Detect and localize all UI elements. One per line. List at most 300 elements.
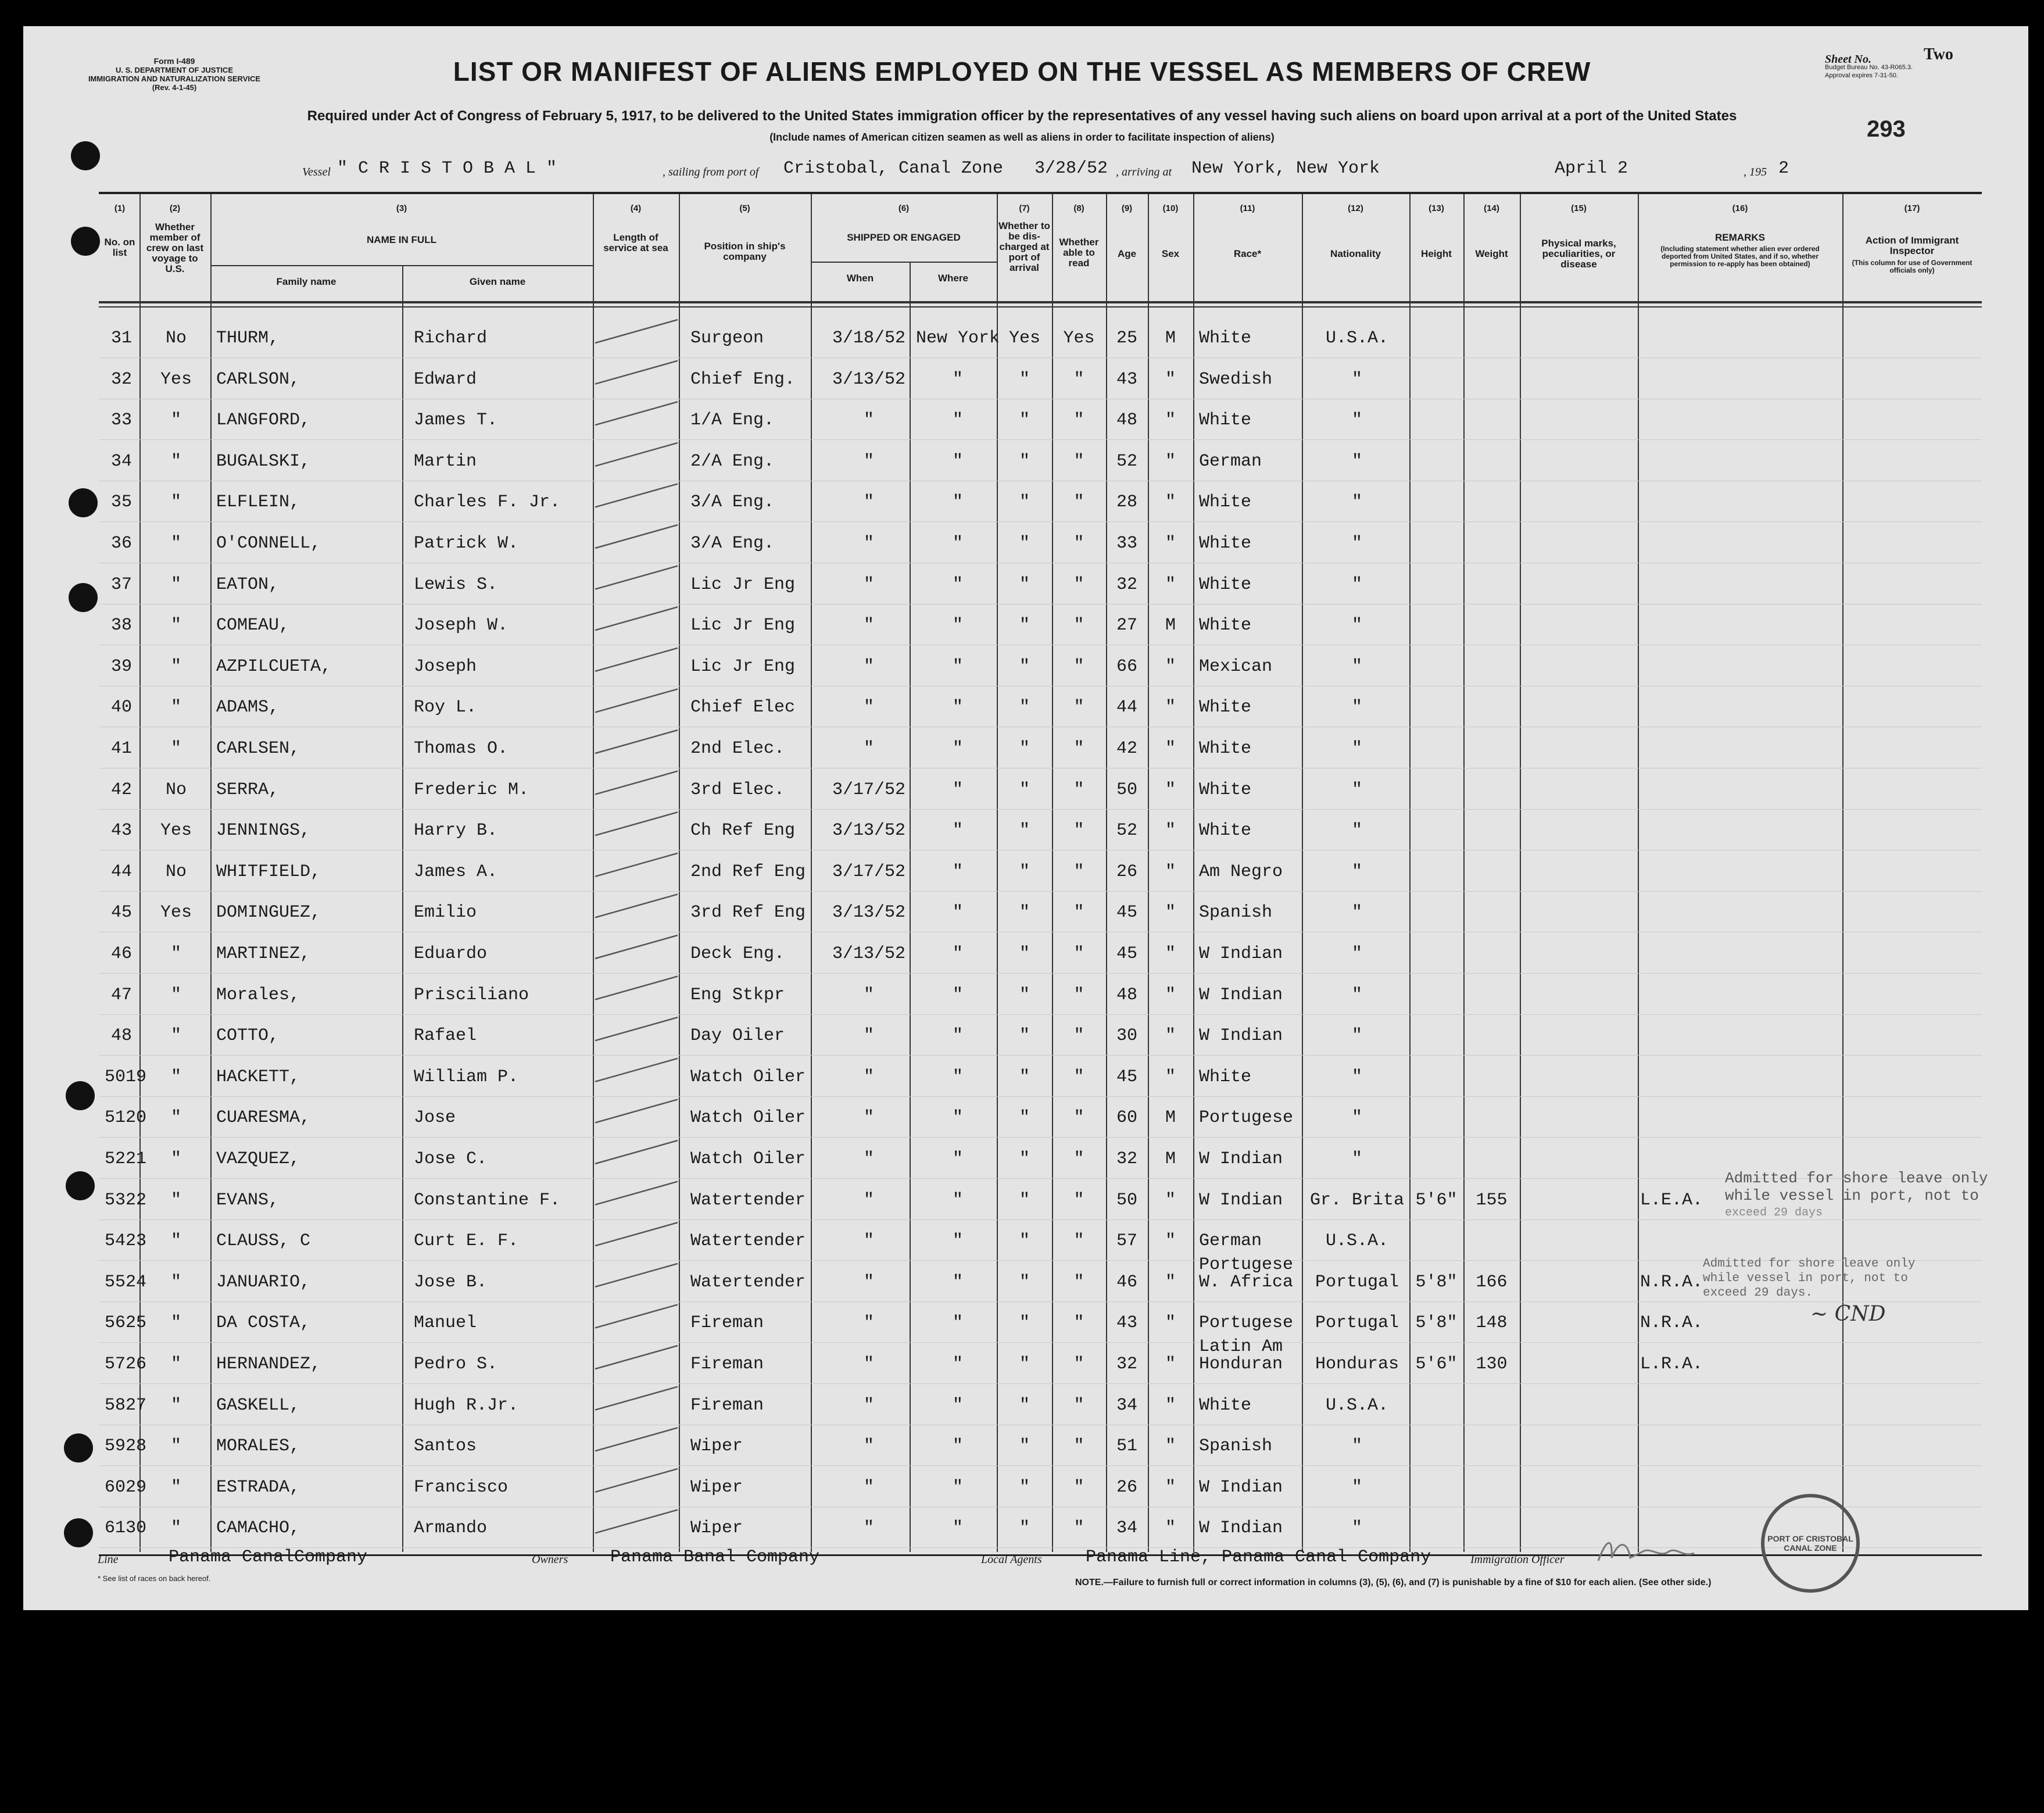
cell-able-to-read: " [1073, 616, 1084, 635]
cell-shipped-when: 3/18/52 [832, 328, 906, 348]
cell-nationality: " [1351, 575, 1362, 595]
cell-age: 51 [1116, 1436, 1137, 1456]
cell-age: 50 [1116, 1190, 1137, 1210]
service-slash [595, 443, 678, 466]
cell-sex: " [1165, 1396, 1176, 1415]
cell-age: 32 [1116, 1149, 1137, 1169]
cell-given-name: Joseph [414, 657, 477, 677]
cell-weight [1463, 400, 1520, 440]
column-number: (6) [898, 203, 910, 213]
cell-nationality: " [1351, 1108, 1362, 1128]
cell-shipped-where: " [952, 452, 963, 471]
cell-race: White [1199, 1396, 1252, 1415]
cell-age: 33 [1116, 534, 1137, 553]
cell-height [1409, 319, 1463, 358]
service-slash [595, 607, 678, 630]
cell-height [1409, 1221, 1463, 1261]
service-slash [595, 977, 678, 1000]
binder-hole [71, 227, 100, 256]
cell-age: 45 [1116, 1067, 1137, 1087]
table-row [99, 811, 1982, 850]
cell-height: 5'8" [1415, 1272, 1458, 1292]
cell-sex: " [1165, 1190, 1176, 1210]
arriving-port: New York, New York [1191, 159, 1380, 178]
cell-height [1409, 975, 1463, 1015]
cell-crew-last-voyage: " [170, 1067, 181, 1087]
cell-shipped-where: " [952, 1436, 963, 1456]
cell-shipped-when: " [863, 575, 874, 595]
cell-able-to-read: " [1073, 1396, 1084, 1415]
cell-remarks [1640, 606, 1710, 645]
table-row [99, 1221, 1982, 1261]
vessel-name: " C R I S T O B A L " [337, 159, 557, 178]
cell-height [1409, 770, 1463, 810]
cell-weight [1463, 647, 1520, 686]
cell-shipped-where: " [952, 698, 963, 717]
cell-remarks [1640, 811, 1710, 850]
cell-given-name: Emilio [414, 903, 477, 922]
cell-weight [1463, 524, 1520, 563]
header-action: Action of Immigrant Inspector [1865, 235, 1959, 256]
cell-shipped-when: " [863, 492, 874, 512]
cell-family-name: CARLSEN, [216, 739, 300, 759]
cell-discharged: " [1019, 1108, 1030, 1128]
cell-position: Day Oiler [690, 1026, 785, 1046]
row-divider [99, 891, 1982, 892]
header-rule [99, 301, 1982, 303]
cell-sex: " [1165, 1478, 1176, 1497]
cell-position: Lic Jr Eng [690, 575, 796, 595]
cell-remarks [1640, 1098, 1710, 1138]
cell-family-name: ELFLEIN, [216, 492, 300, 512]
service-slash [595, 525, 678, 548]
cell-discharged: " [1019, 1478, 1030, 1497]
cell-height [1409, 565, 1463, 605]
cell-nationality: " [1351, 903, 1362, 922]
port-stamp [1761, 1494, 1860, 1593]
cell-shipped-where: " [952, 1354, 963, 1374]
binder-hole [64, 1518, 93, 1547]
cell-shipped-where: " [952, 1231, 963, 1251]
service-slash [595, 1510, 678, 1533]
header-age: Age [1117, 248, 1137, 259]
service-slash [595, 1264, 678, 1287]
cell-nationality: " [1351, 1436, 1362, 1456]
row-divider [99, 357, 1982, 358]
cell-discharged: " [1019, 1231, 1030, 1251]
cell-race: White [1199, 1067, 1252, 1087]
cell-row-number: 6130 [105, 1518, 147, 1538]
cell-able-to-read: " [1073, 780, 1084, 800]
cell-sex: " [1165, 903, 1176, 922]
cell-sex: " [1165, 492, 1176, 512]
cell-age: 34 [1116, 1396, 1137, 1415]
service-slash [595, 1182, 678, 1205]
agents-value: Panama Line, Panama Canal Company [1086, 1547, 1431, 1567]
sheet-info [1825, 45, 2017, 80]
cell-given-name: Lewis S. [414, 575, 498, 595]
header-nationality: Nationality [1330, 248, 1381, 259]
column-number: (12) [1348, 203, 1363, 213]
cell-weight [1463, 1426, 1520, 1466]
cell-able-to-read: " [1073, 739, 1084, 759]
cell-shipped-where: " [952, 575, 963, 595]
cell-discharged: " [1019, 492, 1030, 512]
cell-position: 3rd Ref Eng [690, 903, 806, 922]
cell-weight [1463, 1508, 1520, 1548]
cell-shipped-where: " [952, 1313, 963, 1333]
cell-race: Portugese [1199, 1313, 1294, 1333]
cell-shipped-when: " [863, 534, 874, 553]
cell-race: Mexican [1199, 657, 1273, 677]
cell-row-number: 42 [110, 780, 132, 800]
column-number: (15) [1571, 203, 1587, 213]
cell-height [1409, 934, 1463, 974]
cell-able-to-read: " [1073, 492, 1084, 512]
cell-family-name: DA COSTA, [216, 1313, 311, 1333]
cell-crew-last-voyage: " [170, 657, 181, 677]
service-slash [595, 402, 678, 425]
table-row [99, 770, 1982, 810]
cell-weight [1463, 1098, 1520, 1138]
cell-family-name: MORALES, [216, 1436, 300, 1456]
cell-able-to-read: " [1073, 534, 1084, 553]
cell-family-name: CLAUSS, C [216, 1231, 311, 1251]
cell-sex: " [1165, 1272, 1176, 1292]
cell-race: W Indian [1199, 985, 1283, 1005]
cell-sex: M [1165, 328, 1176, 348]
cell-row-number: 35 [110, 492, 132, 512]
cell-weight [1463, 852, 1520, 892]
cell-height [1409, 729, 1463, 768]
cell-able-to-read: " [1073, 944, 1084, 964]
table-row [99, 442, 1982, 481]
cell-nationality: " [1351, 1518, 1362, 1538]
cell-nationality: " [1351, 1149, 1362, 1169]
cell-weight: 155 [1476, 1190, 1508, 1210]
cell-weight [1463, 688, 1520, 727]
table-row [99, 1057, 1982, 1097]
cell-given-name: Edward [414, 370, 477, 389]
cell-height [1409, 688, 1463, 727]
revision: (Rev. 4-1-45) [152, 83, 197, 92]
cell-nationality: Gr. Brita [1309, 1190, 1405, 1210]
cell-nationality: " [1351, 616, 1362, 635]
service-slash [595, 1017, 678, 1040]
cell-height [1409, 1098, 1463, 1138]
cell-row-number: 40 [110, 698, 132, 717]
cell-able-to-read: " [1073, 985, 1084, 1005]
service-slash [595, 771, 678, 795]
cell-weight [1463, 934, 1520, 974]
cell-shipped-when: " [863, 410, 874, 430]
header-position: Position in ship's company [704, 241, 786, 262]
cell-able-to-read: " [1073, 1478, 1084, 1497]
table-row [99, 1337, 1982, 1384]
cell-able-to-read: " [1073, 1272, 1084, 1292]
cell-able-to-read: " [1073, 698, 1084, 717]
cell-weight [1463, 319, 1520, 358]
row-divider [99, 439, 1982, 440]
cell-position: Watertender [690, 1231, 806, 1251]
cell-race: W Indian [1199, 1190, 1283, 1210]
cell-weight [1463, 606, 1520, 645]
cell-height [1409, 1508, 1463, 1548]
cell-discharged: " [1019, 821, 1030, 841]
cell-age: 25 [1116, 328, 1137, 348]
cell-height [1409, 400, 1463, 440]
cell-remarks [1640, 975, 1710, 1015]
row-divider [99, 1465, 1982, 1466]
binder-hole [69, 488, 98, 517]
cell-height: 5'6" [1415, 1354, 1458, 1374]
cell-family-name: HERNANDEZ, [216, 1354, 321, 1374]
cell-remarks [1640, 688, 1710, 727]
cell-race: White [1199, 698, 1252, 717]
cell-shipped-where: " [952, 616, 963, 635]
column-number: (5) [739, 203, 750, 213]
cell-family-name: AZPILCUETA, [216, 657, 332, 677]
cell-height [1409, 524, 1463, 563]
cell-height [1409, 1426, 1463, 1466]
shore-leave-line: exceed 29 days. [1703, 1286, 1813, 1300]
service-slash [595, 484, 678, 507]
cell-crew-last-voyage: " [170, 698, 181, 717]
cell-weight [1463, 1221, 1520, 1261]
cell-height: 5'6" [1415, 1190, 1458, 1210]
shore-leave-line: while vessel in port, not to [1703, 1272, 1908, 1285]
cell-row-number: 5019 [105, 1067, 147, 1087]
cell-given-name: Charles F. Jr. [414, 492, 561, 512]
cell-nationality: " [1351, 452, 1362, 471]
cell-discharged: " [1019, 862, 1030, 882]
cell-position: Eng Stkpr [690, 985, 785, 1005]
cell-age: 43 [1116, 370, 1137, 389]
cell-shipped-where: New York [915, 328, 1000, 348]
cell-sex: M [1165, 1108, 1176, 1128]
header-physical-marks: Physical marks, peculiarities, or disease [1541, 238, 1616, 270]
cell-position: Wiper [690, 1436, 743, 1456]
cell-discharged: " [1019, 370, 1030, 389]
cell-remarks [1640, 1386, 1710, 1425]
cell-position: Watertender [690, 1190, 806, 1210]
cell-remarks [1640, 770, 1710, 810]
cell-weight [1463, 975, 1520, 1015]
cell-race: White [1199, 616, 1252, 635]
cell-height [1409, 442, 1463, 481]
header-name-in-full: NAME IN FULL [367, 234, 436, 245]
cell-shipped-where: " [952, 1067, 963, 1087]
cell-position: Fireman [690, 1354, 764, 1374]
cell-given-name: Eduardo [414, 944, 488, 964]
cell-given-name: James T. [414, 410, 498, 430]
cell-sex: " [1165, 1231, 1176, 1251]
cell-sex: " [1165, 739, 1176, 759]
cell-remarks [1640, 319, 1710, 358]
cell-crew-last-voyage: " [170, 739, 181, 759]
cell-shipped-when: " [863, 739, 874, 759]
arriving-label: , arriving at [1116, 166, 1172, 178]
cell-shipped-where: " [952, 780, 963, 800]
cell-row-number: 5120 [105, 1108, 147, 1128]
column-number: (16) [1732, 203, 1748, 213]
page-number: 293 [1867, 116, 1906, 142]
cell-sex: M [1165, 616, 1176, 635]
cell-position: Surgeon [690, 328, 764, 348]
cell-shipped-when: 3/13/52 [832, 903, 906, 922]
table-row [99, 1181, 1982, 1220]
service-slash [595, 730, 678, 753]
cell-given-name: Jose [414, 1108, 456, 1128]
table-row [99, 400, 1982, 440]
cell-given-name: Thomas O. [414, 739, 509, 759]
cell-sex: " [1165, 1313, 1176, 1333]
row-divider [99, 1137, 1982, 1138]
cell-remarks [1640, 1468, 1710, 1507]
header-race: Race* [1233, 248, 1262, 259]
cell-position: Deck Eng. [690, 944, 785, 964]
cell-discharged: " [1019, 944, 1030, 964]
cell-shipped-where: " [952, 1149, 963, 1169]
header-given-name: Given name [469, 276, 526, 287]
cell-row-number: 45 [110, 903, 132, 922]
service-slash [595, 853, 678, 877]
cell-race: W Indian [1199, 1149, 1283, 1169]
cell-family-name: VAZQUEZ, [216, 1149, 300, 1169]
column-number: (17) [1904, 203, 1920, 213]
cell-crew-last-voyage: " [170, 452, 181, 471]
cell-crew-last-voyage: " [170, 534, 181, 553]
cell-shipped-where: " [952, 1190, 963, 1210]
cell-weight [1463, 893, 1520, 932]
cell-sex: " [1165, 1354, 1176, 1374]
cell-discharged: " [1019, 1518, 1030, 1538]
cell-sex: " [1165, 575, 1176, 595]
cell-shipped-when: " [863, 657, 874, 677]
subtitle-note: (Include names of American citizen seamen as well as aliens in order to facilitate inspection of aliens) [769, 131, 1275, 143]
cell-discharged: " [1019, 1190, 1030, 1210]
cell-row-number: 5928 [105, 1436, 147, 1456]
cell-nationality: " [1351, 410, 1362, 430]
cell-row-number: 5322 [105, 1190, 147, 1210]
department: U. S. DEPARTMENT OF JUSTICE [116, 66, 233, 74]
cell-able-to-read: " [1073, 452, 1084, 471]
budget-bureau: Budget Bureau No. 43-R065.3. [1825, 64, 1913, 71]
table-row [99, 852, 1982, 892]
cell-weight [1463, 1057, 1520, 1097]
cell-race: W Indian [1199, 1026, 1283, 1046]
year-suffix: 2 [1778, 159, 1789, 178]
cell-age: 48 [1116, 985, 1137, 1005]
cell-shipped-when: " [863, 1518, 874, 1538]
cell-nationality: Honduras [1315, 1354, 1399, 1374]
cell-able-to-read: Yes [1063, 328, 1095, 348]
service-slash [595, 1387, 678, 1410]
cell-position: Fireman [690, 1313, 764, 1333]
header-shipped: SHIPPED OR ENGAGED [847, 232, 961, 243]
cell-able-to-read: " [1073, 821, 1084, 841]
cell-age: 30 [1116, 1026, 1137, 1046]
cell-row-number: 31 [110, 328, 132, 348]
cell-weight: 166 [1476, 1272, 1508, 1292]
cell-sex: " [1165, 780, 1176, 800]
table-row [99, 1426, 1982, 1466]
cell-shipped-where: " [952, 534, 963, 553]
cell-given-name: Santos [414, 1436, 477, 1456]
cell-sex: " [1165, 1436, 1176, 1456]
cell-shipped-where: " [952, 1396, 963, 1415]
service-slash [595, 935, 678, 959]
cell-discharged: " [1019, 780, 1030, 800]
cell-position: 2nd Elec. [690, 739, 785, 759]
cell-nationality: U.S.A. [1325, 1396, 1389, 1415]
sheet-number: Two [1924, 45, 1953, 63]
header-sex: Sex [1161, 248, 1180, 259]
cell-race: W Indian [1199, 1518, 1283, 1538]
table-row [99, 319, 1982, 358]
cell-crew-last-voyage: " [170, 944, 181, 964]
table-row [99, 729, 1982, 768]
cell-able-to-read: " [1073, 1149, 1084, 1169]
shore-leave-line: Admitted for shore leave only [1703, 1257, 1916, 1271]
cell-crew-last-voyage: " [170, 1149, 181, 1169]
service-slash [595, 1304, 678, 1328]
cell-shipped-when: " [863, 1108, 874, 1128]
cell-family-name: JANUARIO, [216, 1272, 311, 1292]
cell-family-name: JENNINGS, [216, 821, 311, 841]
cell-shipped-when: " [863, 1478, 874, 1497]
cell-discharged: " [1019, 452, 1030, 471]
cell-discharged: " [1019, 1436, 1030, 1456]
cell-shipped-where: " [952, 657, 963, 677]
table-row [99, 1386, 1982, 1425]
cell-family-name: THURM, [216, 328, 280, 348]
column-number: (11) [1240, 203, 1255, 213]
cell-family-name: CARLSON, [216, 370, 300, 389]
approval-expiry: Approval expires 7-31-50. [1825, 72, 1898, 79]
cell-discharged: " [1019, 1026, 1030, 1046]
cell-remarks [1640, 729, 1710, 768]
cell-able-to-read: " [1073, 903, 1084, 922]
table-row [99, 360, 1982, 399]
cell-weight [1463, 1468, 1520, 1507]
cell-family-name: GASKELL, [216, 1396, 300, 1415]
cell-sex: " [1165, 1026, 1176, 1046]
cell-discharged: " [1019, 575, 1030, 595]
cell-family-name: LANGFORD, [216, 410, 311, 430]
service-slash [595, 1346, 678, 1369]
service-slash [595, 1428, 678, 1451]
cell-age: 50 [1116, 780, 1137, 800]
cell-shipped-where: " [952, 739, 963, 759]
cell-age: 45 [1116, 903, 1137, 922]
cell-row-number: 38 [110, 616, 132, 635]
year-prefix: , 195 [1744, 166, 1767, 178]
sail-date: 3/28/52 [1034, 159, 1108, 178]
cell-row-number: 5726 [105, 1354, 147, 1374]
form-number: Form I-489 [153, 56, 195, 66]
cell-race: Spanish [1199, 903, 1273, 922]
cell-height [1409, 1016, 1463, 1056]
cell-row-number: 48 [110, 1026, 132, 1046]
cell-remarks: N.R.A. [1640, 1313, 1703, 1333]
cell-position: 3/A Eng. [690, 534, 775, 553]
cell-given-name: Roy L. [414, 698, 477, 717]
cell-height: 5'8" [1415, 1313, 1458, 1333]
cell-given-name: Harry B. [414, 821, 498, 841]
cell-position: Watch Oiler [690, 1067, 806, 1087]
cell-able-to-read: " [1073, 862, 1084, 882]
